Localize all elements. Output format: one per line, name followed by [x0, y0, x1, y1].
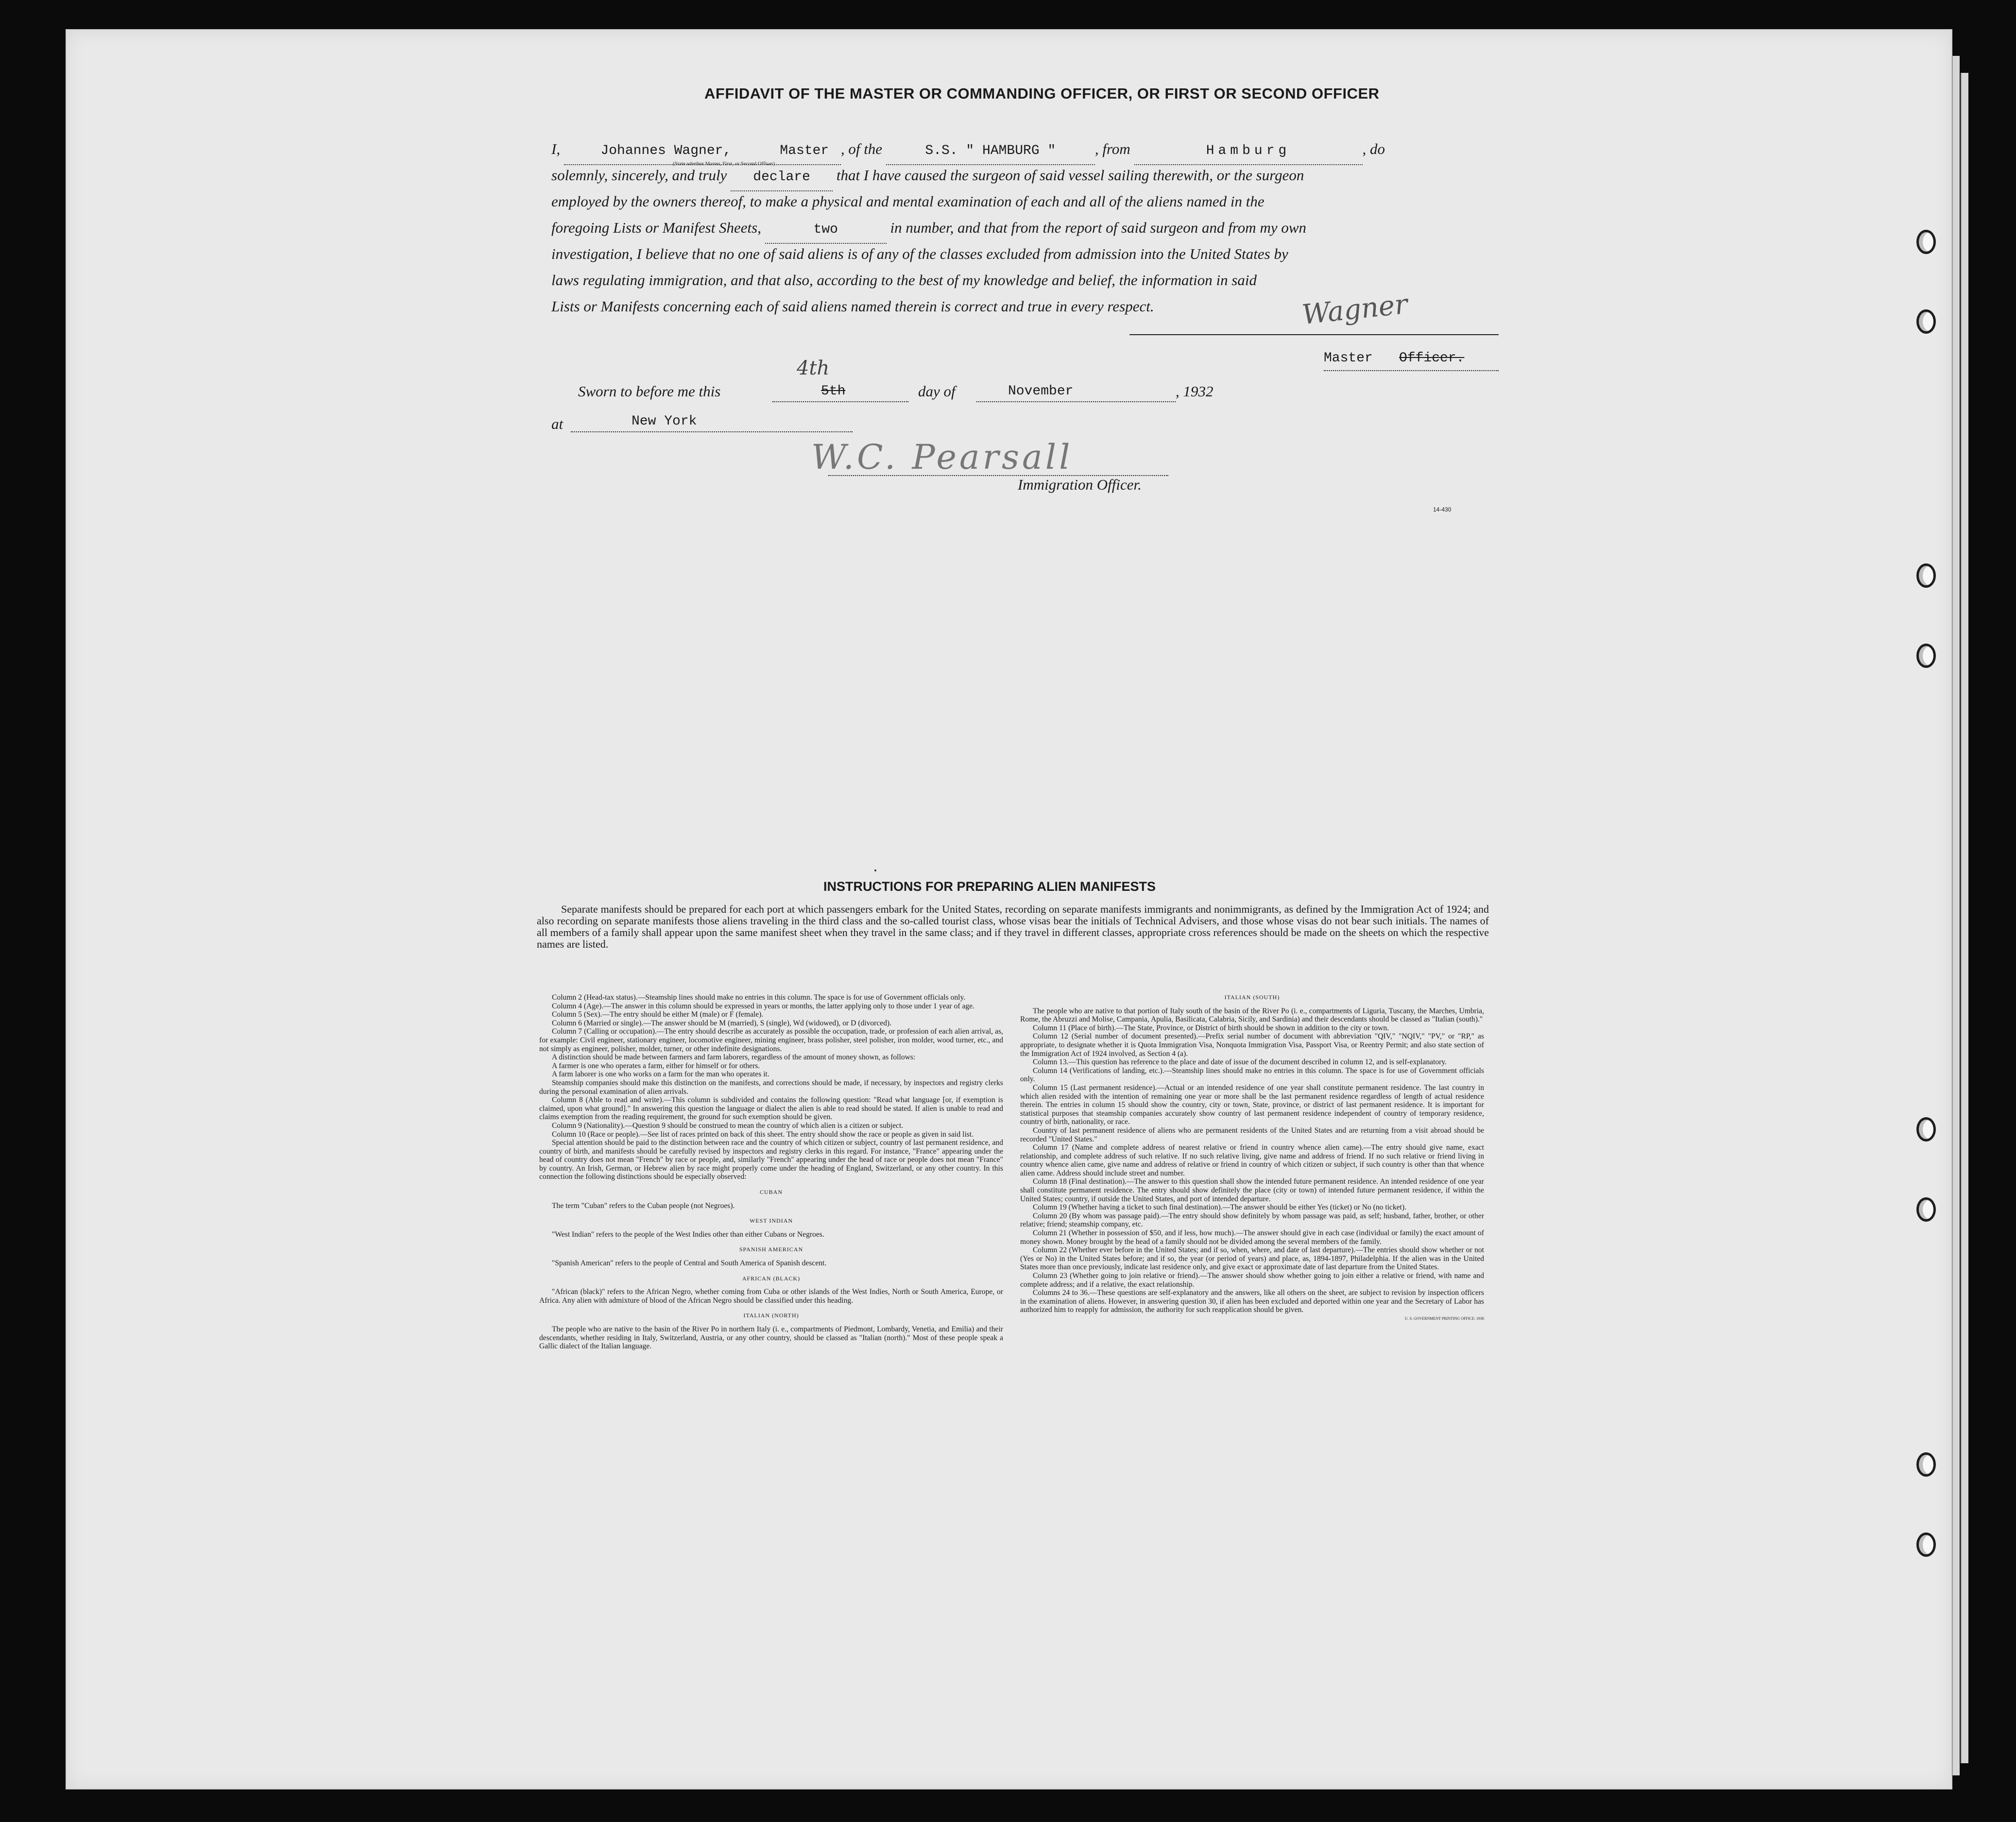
instructions-right-column	[1020, 993, 1484, 1323]
binder-hole	[1916, 1117, 1936, 1141]
instructions-left-column	[539, 993, 1003, 1351]
text: that I have caused the surgeon of said vessel sailing therewith, or the surgeon	[836, 167, 1304, 184]
text: foregoing Lists or Manifest Sheets,	[551, 219, 761, 236]
affidavit-line-6: laws regulating immigration, and that also, according to the best of my knowledge and belief, the information in said	[551, 272, 1257, 289]
instruction-paragraph: Country of last permanent residence of aliens who are permanent residents of the United States and are returning from a visit abroad should be recorded "United States."	[1020, 1126, 1484, 1143]
instructions-intro: Separate manifests should be prepared for each port at which passengers embark for the United States, recording on separate manifests immigrants and nonimmigrants, as defined by the Immigration Act of 1924; and also recording on separate manifests those aliens traveling in the third class and the so-called tourist class, whose visas bear the initials of Technical Advisers, and those whose visas do not bear such initials. The names of all members of a family shall appear upon the same manifest sheet when they travel in the same class; and if they travel in different classes, appropriate cross references should be made on the sheets on which the respective names are listed.	[537, 903, 1489, 950]
place-field: New York	[632, 414, 697, 429]
instruction-paragraph: Column 10 (Race or people).—See list of races printed on back of this sheet. The entry should show the race or people as given in said list.	[552, 1130, 974, 1139]
section-heading: SPANISH AMERICAN	[739, 1246, 803, 1253]
instruction-paragraph: Column 8 (Able to read and write).—This column is subdivided and contains the following question: "Read what language [or, if exemption is claimed, upon what ground]." In answering this question the language or dialect the alien is able to read should be stated. If alien is unable to read and claims exemption from the reading requirement, the ground for such exemption should be given.	[539, 1096, 1003, 1122]
instruction-paragraph: Column 15 (Last permanent residence).—Actual or an intended residence of one year shall constitute permanent residence. The last country in which alien resided with the intention of remaining one year or more shall be the last permanent residence regardless of length of actual residence therein. The entries in column 15 should show the country, city or town, State, province, or district of last permanent residence. It is important for statistical purposes that steamship companies accurately show country of last permanent residence independent of country of temporary residence, country of birth, nationality, or race.	[1020, 1083, 1484, 1126]
signature-line	[1129, 334, 1499, 335]
binder-hole	[1916, 563, 1936, 588]
month-field: November	[1008, 384, 1074, 399]
instruction-paragraph: "Spanish American" refers to the people of Central and South America of Spanish descent.	[552, 1259, 827, 1268]
master-signature: Wagner	[1300, 288, 1409, 331]
instruction-paragraph: Column 23 (Whether going to join relative or friend).—The answer should show whether going to join either a relative or friend, with name and complete address; and if a relative, the exact relationship.	[1020, 1272, 1484, 1289]
instruction-paragraph: The people who are native to the basin of the River Po in northern Italy (i. e., compartments of Piedmont, Lombardy, Venetia, and Emilia) and their descendants, whether residing in Italy, Switzerland, Austria, or any other country, should be classed as "Italian (north)." Most of these people speak a Gallic dialect of the Italian language.	[539, 1325, 1003, 1351]
instruction-paragraph: Column 9 (Nationality).—Question 9 should be construed to mean the country of which alien is a citizen or subject.	[552, 1121, 904, 1130]
day-field: 5th	[821, 384, 846, 399]
section-heading: ITALIAN (NORTH)	[743, 1312, 799, 1319]
binder-hole	[1916, 1197, 1936, 1222]
binder-hole	[1916, 309, 1936, 334]
month-line	[976, 401, 1176, 402]
text: , from	[1094, 140, 1130, 157]
port-field: Hamburg	[1134, 138, 1363, 165]
affidavit-line-7: Lists or Manifests concerning each of said aliens named therein is correct and true in every respect.	[551, 298, 1154, 315]
day-of-label: day of	[918, 383, 956, 400]
instruction-paragraph: Column 14 (Verifications of landing, etc.).—Steamship lines should make no entries in this column. The space is for use of Government officials only.	[1020, 1066, 1484, 1084]
instruction-paragraph: "West Indian" refers to the people of the West Indies other than either Cubans or Negroes.	[552, 1230, 824, 1239]
sworn-label: Sworn to before me this	[578, 383, 721, 400]
printer-imprint: U. S. GOVERNMENT PRINTING OFFICE: 1930	[1404, 1316, 1484, 1321]
instruction-paragraph: The term "Cuban" refers to the Cuban people (not Negroes).	[552, 1201, 735, 1210]
affidavit-line-3: employed by the owners thereof, to make a physical and mental examination of each and all of the aliens named in the	[551, 193, 1264, 210]
sheet-edge	[1952, 56, 1960, 1775]
text: , do	[1362, 140, 1385, 157]
rank-note: (State whether Master, First, or Second Officer)	[673, 161, 775, 167]
instruction-paragraph: The people who are native to that portion of Italy south of the basin of the River Po (i. e., compartments of Liguria, Tuscany, the Marches, Umbria, Rome, the Abruzzi and Molise, Campania, Apulia, Basilicata, Calabria, Sicily, and Sardinia) and their descendants should be classed as "Italian (south)."	[1020, 1006, 1484, 1024]
struck-officer: Officer.	[1399, 351, 1465, 366]
text: in number, and that from the report of said surgeon and from my own	[890, 219, 1307, 236]
instruction-paragraph: "African (black)" refers to the African Negro, whether coming from Cuba or other islands of the West Indies, North or South America, Europe, or Africa. Any alien with admixture of blood of the African Negro should be classified under this heading.	[539, 1288, 1003, 1305]
binder-hole	[1916, 644, 1936, 668]
instruction-paragraph: Columns 24 to 36.—These questions are self-explanatory and the answers, like all others on the sheet, are subject to revision by inspection officers in the examination of aliens. However, in answering question 30, if alien has been excluded and deported within one year and the Secretary of Labor has authorized him to reapply for admission, the authority for such reapplication should be given.	[1020, 1289, 1484, 1314]
instruction-paragraph: Column 5 (Sex).—The entry should be either M (male) or F (female).	[552, 1010, 764, 1019]
at-label: at	[551, 415, 564, 432]
dot-mark	[874, 869, 876, 871]
instruction-paragraph: Column 6 (Married or single).—The answer should be M (married), S (single), Wd (widowed), or D (divorced).	[552, 1019, 892, 1027]
instruction-paragraph: Column 17 (Name and complete address of nearest relative or friend in country whence alien came).—The entry should give name, exact relationship, and complete address of such relative. If no such relative living, give name and address of friend. If no such relative or friend living in country whence alien came, give name and address of relative or friend in country of which citizen or subject, if such country is other than that whence alien came. Address should include street and number.	[1020, 1143, 1484, 1177]
sheet-edge	[1961, 73, 1968, 1763]
sheet-count-field: two	[765, 217, 887, 244]
instruction-paragraph: A farmer is one who operates a farm, either for himself or for others.	[552, 1061, 760, 1070]
section-heading: ITALIAN (SOUTH)	[1224, 994, 1280, 1001]
affidavit-line-4	[551, 215, 1491, 241]
rank-line	[1324, 370, 1499, 371]
binder-hole	[1916, 1452, 1936, 1477]
affidavit-line-2	[551, 162, 1491, 188]
declare-field: declare	[731, 164, 833, 191]
section-heading: CUBAN	[759, 1189, 783, 1196]
section-heading: AFRICAN (BLACK)	[742, 1275, 801, 1282]
form-number: 14-430	[1433, 506, 1452, 513]
master-name-field: Johannes Wagner,	[564, 138, 768, 165]
affidavit-line-1	[551, 136, 1491, 167]
instruction-paragraph: Column 18 (Final destination).—The answer to this question shall show the intended future permanent residence. An intended residence of one year shall constitute permanent residence. The entry should show definitely the place (city or town) of intended future permanent residence, if within the United States; country, if outside the United States, and port of intended departure.	[1020, 1177, 1484, 1203]
instruction-paragraph: Column 13.—This question has reference to the place and date of issue of the document described in column 12, and is self-explanatory.	[1033, 1058, 1447, 1067]
signer-rank: Master	[1324, 351, 1373, 366]
instruction-paragraph: Steamship companies should make this distinction on the manifests, and corrections should be made, if necessary, by inspectors and registry clerks during the personal examination of alien arrivals.	[539, 1078, 1003, 1096]
instructions-title: INSTRUCTIONS FOR PREPARING ALIEN MANIFESTS	[823, 879, 1156, 894]
instruction-paragraph: Column 2 (Head-tax status).—Steamship lines should make no entries in this column. The space is for use of Government officials only.	[552, 993, 966, 1002]
vessel-field: S.S. " HAMBURG "	[886, 138, 1095, 165]
year: , 1932	[1176, 383, 1213, 400]
instruction-paragraph: Column 21 (Whether in possession of $50, and if less, how much).—The answer should give in each case (individual or family) the exact amount of money shown. Money brought by the head of a family should not be divided among the several members of the family.	[1020, 1229, 1484, 1246]
officer-signature: W.C. Pearsall	[811, 437, 1073, 477]
affidavit-body	[551, 136, 1491, 320]
instruction-paragraph: A farm laborer is one who works on a farm for the man who operates it.	[552, 1070, 769, 1079]
instruction-paragraph: Special attention should be paid to the distinction between race and the country of which citizen or subject, country of last permanent residence, and country of birth, and manifests should be carefully revised by inspectors and registry clerks in this regard. For instance, "France" appearing under the head of country does not mean "French" by race or people, and, similarly "French" appearing under the head of race or people does not mean "France" by country. An Irish, German, or Hebrew alien by race might properly come under the heading of England, Switzerland, or any other country. In this connection the following distinctions should be especially observed:	[539, 1139, 1003, 1181]
instruction-paragraph: Column 7 (Calling or occupation).—The entry should describe as accurately as possible the occupation, trade, or profession of each alien arrival, as, for example: Civil engineer, stationary engineer, locomotive engineer, mining engineer, brass polisher, steel polisher, iron molder, wood turner, etc., and not simply as engineer, polisher, molder, turner, or other indefinite designations.	[539, 1027, 1003, 1053]
instruction-paragraph: Column 20 (By whom was passage paid).—The entry should show definitely by whom passage was paid, as self; husband, father, brother, or other relative; friend; steamship company, etc.	[1020, 1211, 1484, 1229]
section-heading: WEST INDIAN	[749, 1217, 793, 1225]
instruction-paragraph: Column 4 (Age).—The answer in this column should be expressed in years or months, the latter applying only to those under 1 year of age.	[552, 1002, 975, 1010]
text: , of the	[840, 140, 883, 157]
day-line	[772, 401, 908, 402]
text: I,	[551, 140, 561, 157]
place-line	[571, 431, 853, 432]
instruction-paragraph: Column 11 (Place of birth).—The State, Province, or District of birth should be shown in addition to the city or town.	[1033, 1023, 1389, 1032]
binder-hole	[1916, 230, 1936, 254]
day-correction: 4th	[797, 357, 830, 379]
affidavit-line-5: investigation, I believe that no one of said aliens is of any of the classes excluded from admission into the United States by	[551, 245, 1288, 262]
instruction-paragraph: Column 19 (Whether having a ticket to such final destination).—The answer should be either Yes (ticket) or No (no ticket).	[1033, 1203, 1407, 1212]
text: solemnly, sincerely, and truly	[551, 167, 727, 184]
instruction-paragraph: Column 22 (Whether ever before in the United States; and if so, when, where, and date of last departure).—The entries should show whether or not (Yes or No) in the United States before; and if so, the year (or period of years) and place, as, 1894-1897, Philadelphia. If the alien was in the United States more than once previously, indicate last residence only, and give exact or approximate date of last departure from the United States.	[1020, 1246, 1484, 1272]
instruction-paragraph: Column 12 (Serial number of document presented).—Prefix serial number of document with abbreviation "QIV," "NQIV," "PV," or "RP," as appropriate, to designate whether it is Quota Immigration Visa, Nonquota Immigration Visa, Passport Visa, or Reentry Permit; and also state section of the Immigration Act of 1924 involved, as Section 4 (a).	[1020, 1032, 1484, 1058]
affidavit-title: AFFIDAVIT OF THE MASTER OR COMMANDING OFFICER, OR FIRST OR SECOND OFFICER	[704, 85, 1380, 102]
officer-title: Immigration Officer.	[1018, 476, 1142, 493]
binder-hole	[1916, 1533, 1936, 1557]
instruction-paragraph: A distinction should be made between farmers and farm laborers, regardless of the amount of money shown, as follows:	[552, 1053, 916, 1062]
rank-field: Master	[768, 138, 841, 165]
